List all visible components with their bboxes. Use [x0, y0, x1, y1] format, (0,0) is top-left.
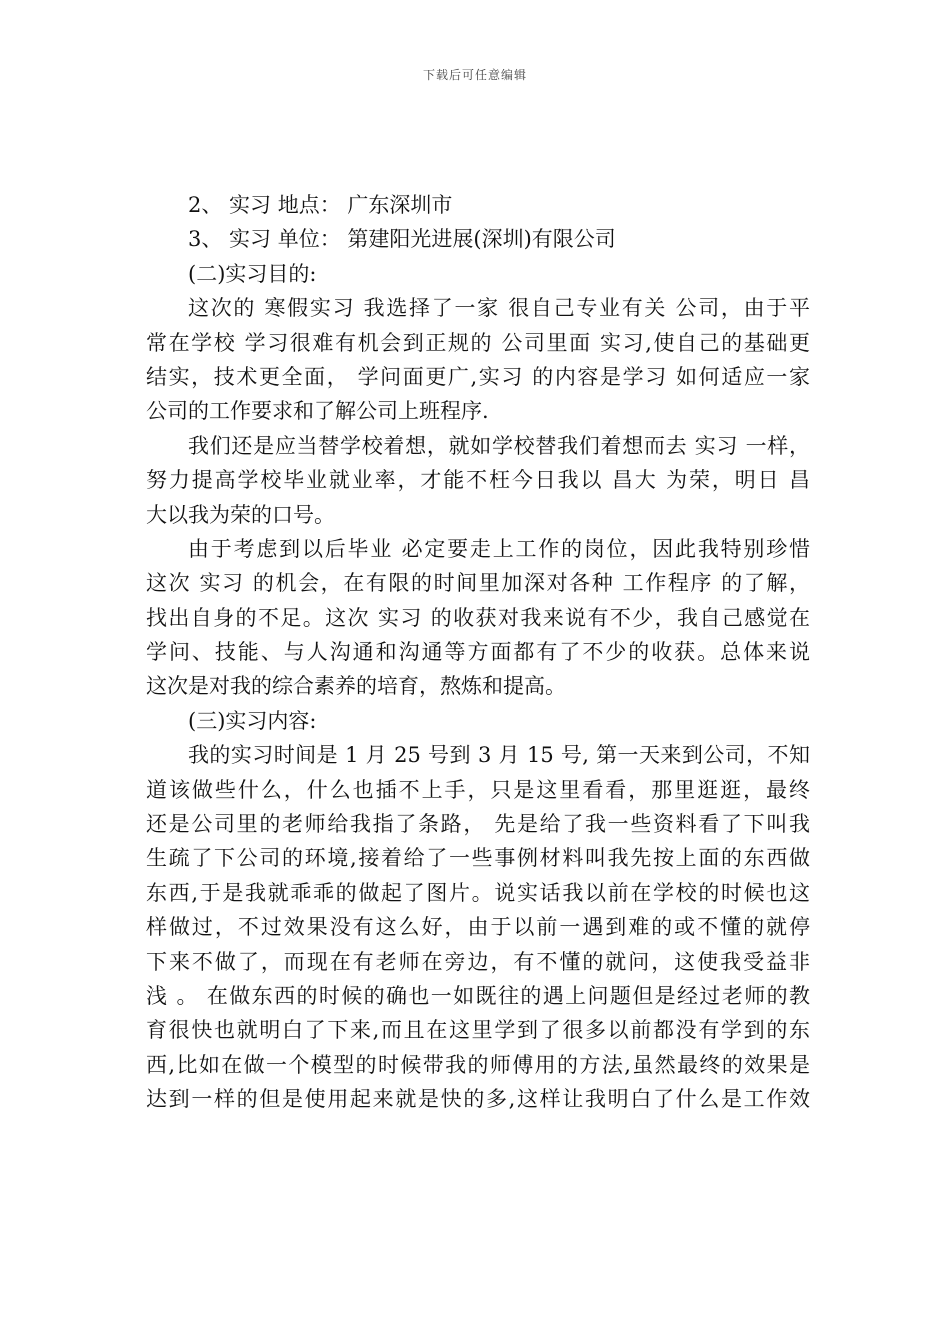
text-line: 大以我为荣的口号。 [146, 502, 335, 527]
document-body [146, 188, 810, 1117]
text-line: 常在学校 学习很难有机会到正规的 公司里面 实习,使自己的基础更 [146, 330, 810, 355]
text-line: 东西,于是我就乖乖的做起了图片。说实话我以前在学校的时候也这 [146, 880, 810, 905]
text-line: 2、 实习 地点： 广东深圳市 [188, 193, 453, 217]
text-line: 这次是对我的综合素养的培育，熬炼和提高。 [146, 674, 566, 699]
text-line: 达到一样的但是使用起来就是快的多,这样让我明白了什么是工作效 [146, 1087, 810, 1112]
text-line: 3、 实习 单位： 第建阳光进展(深圳)有限公司 [188, 227, 616, 252]
text-line: (三)实习内容: [188, 708, 317, 733]
text-line: 由于考虑到以后毕业 必定要走上工作的岗位，因此我特别珍惜 [188, 536, 810, 561]
text-line: 道该做些什么，什么也插不上手，只是这里看看，那里逛逛，最终 [146, 777, 810, 802]
text-line: 公司的工作要求和了解公司上班程序. [146, 399, 489, 424]
text-line: 生疏了下公司的环境,接着给了一些事例材料叫我先按上面的东西做 [146, 846, 810, 871]
text-line: 西,比如在做一个模型的时候带我的师傅用的方法,虽然最终的效果是 [146, 1052, 810, 1077]
page-header-note: 下载后可任意编辑 [422, 68, 527, 82]
text-line: 结实，技术更全面， 学问面更广,实习 的内容是学习 如何适应一家 [146, 364, 810, 389]
text-line: 努力提高学校毕业就业率，才能不枉今日我以 昌大 为荣，明日 昌 [146, 468, 810, 493]
text-line: 还是公司里的老师给我指了条路， 先是给了我一些资料看了下叫我 [146, 812, 810, 837]
text-line: 浅 。 在做东西的时候的确也一如既往的遇上问题但是经过老师的教 [146, 983, 810, 1008]
text-line: (二)实习目的: [188, 261, 317, 286]
text-line: 样做过，不过效果没有这么好，由于以前一遇到难的或不懂的就停 [146, 915, 810, 940]
text-line: 学问、技能、与人沟通和沟通等方面都有了不少的收获。总体来说 [146, 640, 810, 665]
text-line: 找出自身的不足。这次 实习 的收获对我来说有不少，我自己感觉在 [146, 605, 810, 630]
text-line: 这次的 寒假实习 我选择了一家 很自己专业有关 公司，由于平 [188, 296, 810, 321]
text-line: 我的实习时间是 1 月 25 号到 3 月 15 号, 第一天来到公司，不知 [188, 743, 810, 768]
text-line: 我们还是应当替学校着想，就如学校替我们着想而去 实习 一样， [188, 433, 810, 458]
text-line: 这次 实习 的机会，在有限的时间里加深对各种 工作程序 的了解， [146, 571, 810, 596]
text-line: 育很快也就明白了下来,而且在这里学到了很多以前都没有学到的东 [146, 1018, 810, 1043]
text-line: 下来不做了，而现在有老师在旁边，有不懂的就问，这使我受益非 [146, 949, 810, 974]
